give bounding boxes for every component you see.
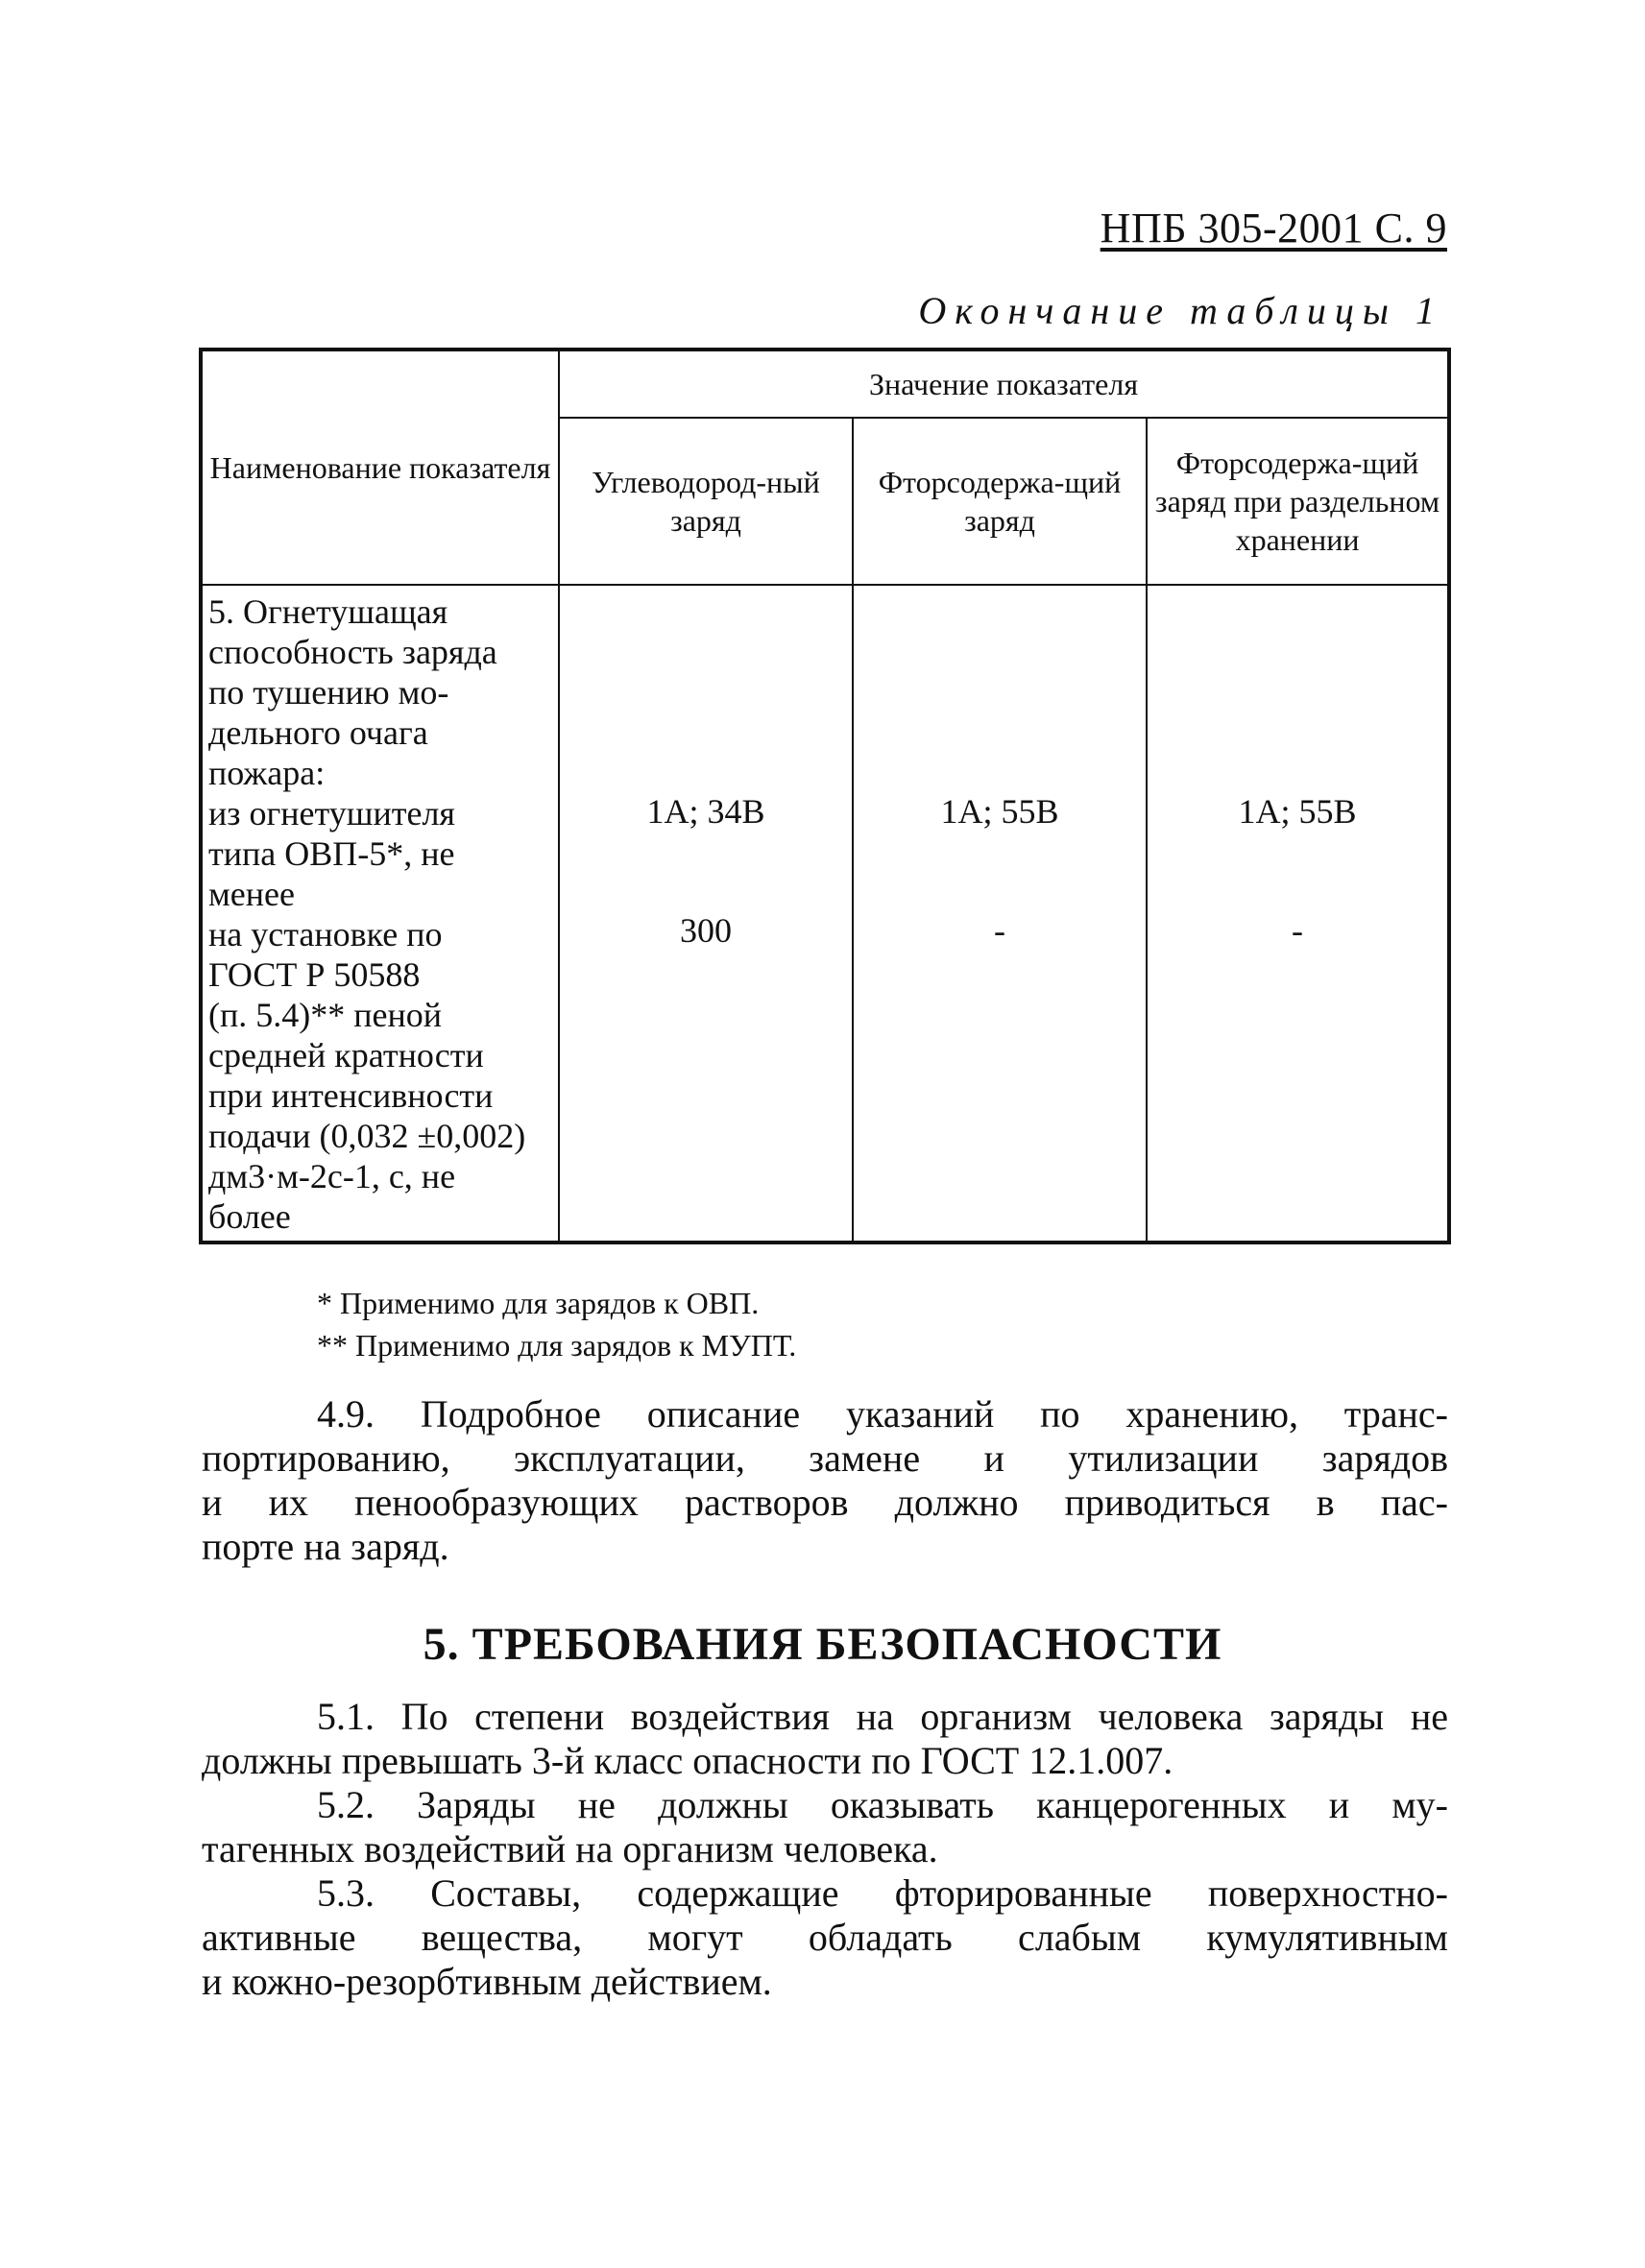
row-name-line: 5. Огнетушащая	[208, 592, 448, 631]
value-extinguisher: 1А; 55В	[940, 792, 1059, 831]
row-name-line: (п. 5.4)** пеной	[208, 996, 443, 1034]
row-name-line: способность заряда	[208, 633, 497, 671]
column-header-fluorine: Фторсодержа-щий заряд	[853, 418, 1147, 585]
row-name-line: менее	[208, 875, 295, 913]
value-installation: -	[994, 911, 1005, 950]
row-name-line: типа ОВП-5*, не	[208, 834, 455, 873]
paragraph-5-3	[202, 1871, 1448, 2004]
paragraph-line: 5.1. По степени воздействия на организм человека заряды не	[317, 1695, 1448, 1738]
paragraph-line: тагенных воздействий на организм человека.	[202, 1827, 938, 1870]
row-name-line: при интенсивности	[208, 1076, 494, 1115]
column-header-name: Наименование показателя	[201, 350, 559, 585]
value-extinguisher: 1А; 55В	[1238, 792, 1357, 831]
row-name-line: дм3·м-2с-1, с, не	[208, 1157, 456, 1195]
column-header-hydrocarbon: Углеводород-ный заряд	[559, 418, 853, 585]
paragraph-line: портированию, эксплуатации, замене и утилизации зарядов	[202, 1436, 1448, 1480]
value-cell-fluorine-separate	[1147, 585, 1449, 1243]
section-title: 5. ТРЕБОВАНИЯ БЕЗОПАСНОСТИ	[423, 1619, 1222, 1670]
row-name-line: средней кратности	[208, 1036, 484, 1074]
value-cell-fluorine	[853, 585, 1147, 1243]
row-name-line: из огнетушителя	[208, 794, 455, 832]
value-installation: -	[1292, 911, 1304, 950]
paragraph-5-1	[202, 1695, 1448, 1783]
paragraph-4-9	[202, 1392, 1448, 1569]
row-name-line: по тушению мо-	[208, 673, 449, 712]
paragraph-line: активные вещества, могут обладать слабым кумулятивным	[202, 1916, 1448, 1959]
paragraph-line: и кожно-резорбтивным действием.	[202, 1960, 772, 2003]
footnote: ** Применимо для зарядов к МУПТ.	[317, 1328, 797, 1363]
row-name-line: ГОСТ Р 50588	[208, 955, 421, 994]
indicator-table	[199, 348, 1451, 1244]
row-name-line: подачи (0,032 ±0,002)	[208, 1117, 526, 1155]
row-name-line: на установке по	[208, 915, 443, 953]
column-header-fluorine-separate: Фторсодержа-щий заряд при раздельном хранении	[1147, 418, 1449, 585]
paragraph-5-2	[202, 1783, 1448, 1871]
table-row	[201, 585, 1449, 1243]
row-name-line: пожара:	[208, 754, 326, 792]
footnote: * Применимо для зарядов к ОВП.	[317, 1286, 760, 1320]
row-name-line: более	[208, 1197, 291, 1236]
paragraph-line: 5.3. Составы, содержащие фторированные поверхностно-	[317, 1871, 1448, 1915]
paragraph-line: должны превышать 3-й класс опасности по ГОСТ 12.1.007.	[202, 1739, 1173, 1782]
paragraph-line: 4.9. Подробное описание указаний по хранению, транс-	[317, 1392, 1448, 1436]
value-extinguisher: 1А; 34В	[646, 792, 765, 831]
table-caption: Окончание таблицы 1	[918, 289, 1443, 332]
row-indicator-name	[201, 585, 559, 1243]
value-installation: 300	[680, 911, 732, 950]
paragraph-line: порте на заряд.	[202, 1525, 449, 1568]
row-name-line: дельного очага	[208, 713, 428, 752]
value-cell-hydrocarbon	[559, 585, 853, 1243]
paragraph-line: и их пенообразующих растворов должно приводиться в пас-	[202, 1481, 1448, 1524]
paragraph-line: 5.2. Заряды не должны оказывать канцерогенных и му-	[317, 1783, 1448, 1826]
table-footnotes	[317, 1282, 796, 1366]
page-header: НПБ 305-2001 С. 9	[1100, 205, 1447, 252]
column-group-header: Значение показателя	[559, 350, 1449, 418]
table-header-row	[201, 350, 1449, 418]
